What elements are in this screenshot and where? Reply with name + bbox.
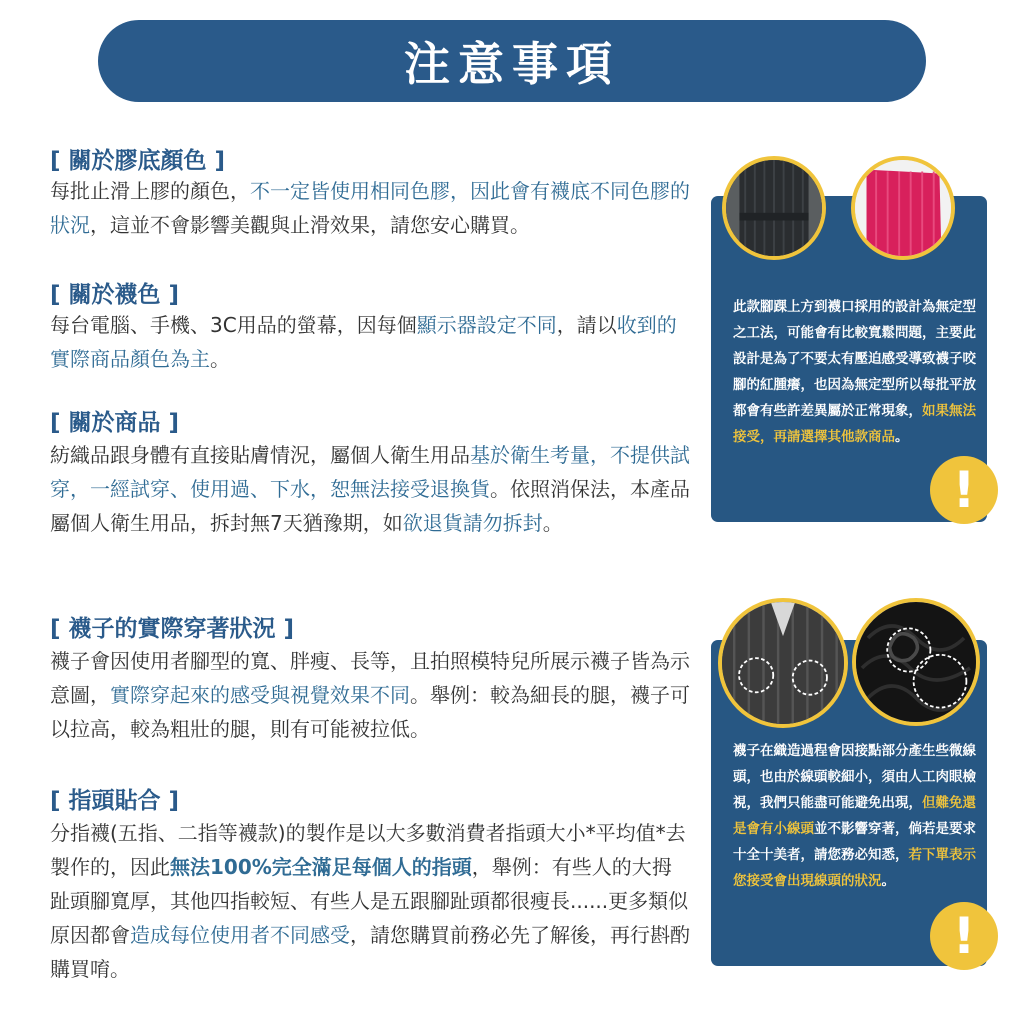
section-body-wearing: 襪子會因使用者腳型的寬、胖瘦、長等，且拍照模特兒所展示襪子皆為示意圖，實際穿起來的感受與視覺效果不同。舉例：較為細長的腿，襪子可以拉高，較為粗壯的腿，則有可能被拉低。	[50, 649, 690, 741]
sock-detail-image	[722, 602, 844, 724]
note-text-loose-fit: 此款腳踝上方到襪口採用的設計為無定型之工法，可能會有比較寬鬆問題，主要此設計是為了不要太有壓迫感受導致襪子咬腳的紅腫癢，也因為無定型所以每批平放都會有些許差異屬於正常現象，如果無法接受，再請選擇其他款商品。	[733, 299, 976, 445]
photo-pink-sock	[851, 156, 955, 260]
photo-black-sock	[722, 156, 826, 260]
warning-icon-2: !	[930, 902, 998, 970]
thread-closeup-image	[856, 602, 976, 722]
note-text-thread-ends: 襪子在織造過程會因接點部分產生些微線頭，也由於線頭較細小，須由人工肉眼檢視，我們只能盡可能避免出現，但難免還是會有小線頭並不影響穿著，倘若是要求十全十美者，請您務必知悉，若下單表示您接受會出現線頭的狀況。	[733, 743, 976, 889]
title-banner	[98, 20, 926, 102]
section-body-sock-color: 每台電腦、手機、3C用品的螢幕，因每個顯示器設定不同，請以收到的實際商品顏色為主。	[50, 313, 677, 371]
pink-sock-image	[855, 160, 951, 256]
warning-icon: !	[930, 456, 998, 524]
page-title: 注意事項	[404, 37, 620, 91]
section-title-sock-color: [ 關於襪色 ]	[50, 282, 180, 308]
section-title-toe-fit: [ 指頭貼合 ]	[50, 788, 180, 814]
photo-sock-detail	[718, 598, 848, 728]
section-body-product: 紡織品跟身體有直接貼膚情況，屬個人衛生用品基於衛生考量，不提供試穿，一經試穿、使用過、下水，恕無法接受退換貨。依照消保法，本產品屬個人衛生用品，拆封無7天猶豫期，如欲退貨請勿拆封。	[50, 443, 690, 535]
section-body-toe-fit: 分指襪(五指、二指等襪款)的製作是以大多數消費者指頭大小*平均值*去製作的，因此無法100%完全滿足每個人的指頭，舉例：有些人的大拇趾頭腳寬厚，其他四指較短、有些人是五跟腳趾頭都很瘦長......更多類似原因都會造成每位使用者不同感受，請您購買前務必先了解後，再行斟酌購買唷。	[50, 821, 690, 981]
black-sock-image	[726, 160, 822, 256]
section-title-wearing: [ 襪子的實際穿著狀況 ]	[50, 616, 295, 642]
photo-thread-closeup	[852, 598, 980, 726]
section-title-product: [ 關於商品 ]	[50, 410, 180, 436]
section-body-glue-color: 每批止滑上膠的顏色，不一定皆使用相同色膠，因此會有襪底不同色膠的狀況，這並不會影響美觀與止滑效果，請您安心購買。	[50, 179, 690, 237]
section-title-glue-color: [ 關於膠底顏色 ]	[50, 148, 226, 174]
